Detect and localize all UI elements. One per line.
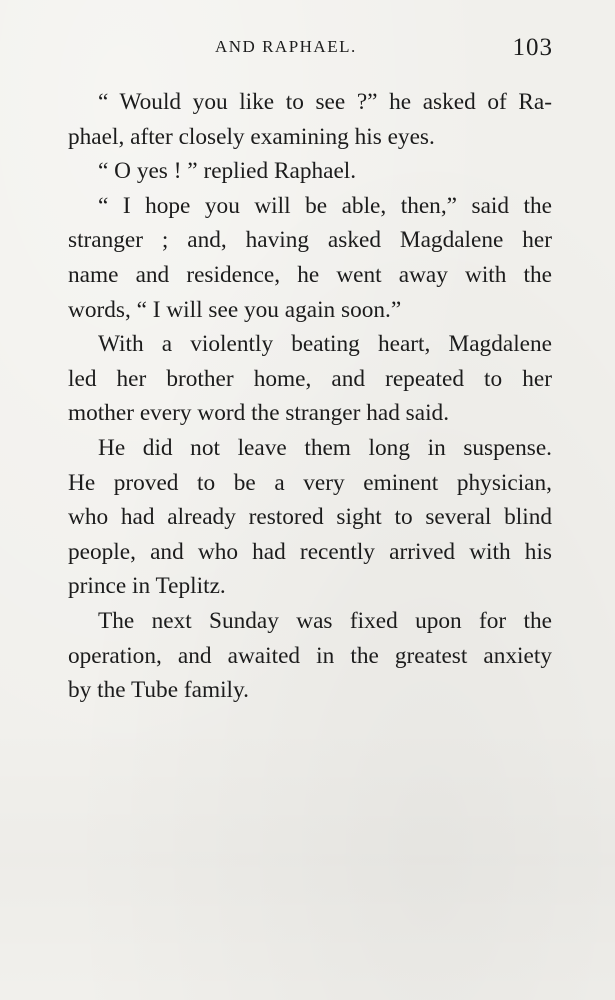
text-line: “ Would you like to see ?” he asked of Ra-: [98, 89, 552, 115]
page-number: 103: [512, 34, 553, 61]
text-line: by the Tube family.: [68, 677, 249, 704]
text-line: operation, and awaited in the greatest anxiety: [68, 642, 552, 669]
page-shading: [0, 720, 615, 1000]
paragraph: [38, 189, 552, 327]
text-line: prince in Teplitz.: [68, 573, 226, 600]
text-line: “ I hope you will be able, then,” said the: [98, 192, 552, 219]
running-title: AND RAPHAEL.: [215, 37, 357, 56]
text-line: The next Sunday was fixed upon for the: [98, 607, 552, 634]
text-line: phael, after closely examining his eyes.: [68, 123, 435, 150]
paragraph: [38, 327, 552, 431]
text-line: who had already restored sight to several blind: [68, 504, 552, 531]
paragraph: [38, 154, 552, 189]
text-line: With a violently beating heart, Magdalene: [98, 331, 552, 358]
body-text: [38, 85, 552, 708]
text-line: mother every word the stranger had said.: [68, 400, 450, 427]
text-line: name and residence, he went away with the: [68, 261, 552, 288]
text-line: stranger ; and, having asked Magdalene her: [68, 227, 552, 254]
paragraph: [38, 604, 552, 708]
paragraph: [38, 85, 552, 154]
text-line: “ O yes ! ” replied Raphael.: [98, 158, 357, 185]
paragraph: [38, 431, 552, 604]
text-line: He proved to be a very eminent physician,: [68, 469, 552, 496]
text-line: people, and who had recently arrived with his: [68, 538, 552, 565]
text-line: words, “ I will see you again soon.”: [68, 296, 402, 323]
running-head: [0, 34, 615, 66]
text-line: He did not leave them long in suspense.: [98, 434, 552, 461]
text-line: led her brother home, and repeated to her: [68, 365, 552, 392]
